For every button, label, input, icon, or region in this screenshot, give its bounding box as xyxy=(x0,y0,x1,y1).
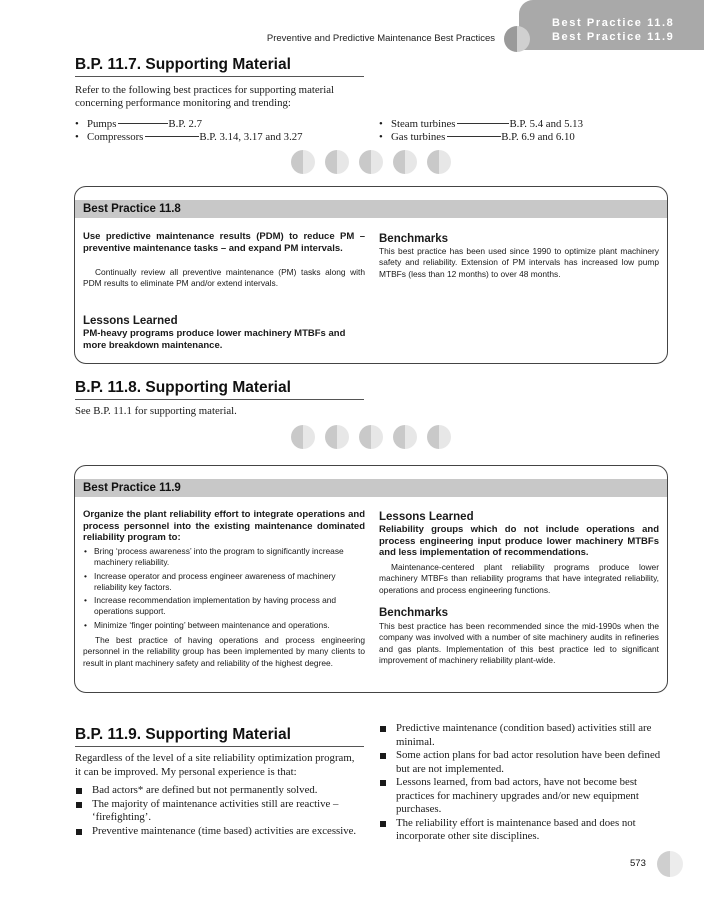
disc-icon xyxy=(393,425,417,449)
lessons-heading: Lessons Learned xyxy=(379,511,474,523)
disc-icon xyxy=(359,425,383,449)
page-number: 573 xyxy=(630,858,646,869)
section1-intro-line2: concerning performance monitoring and trending: xyxy=(75,97,291,109)
list-item: • Bring ‘process awareness’ into the program to significantly increase machinery reliability. xyxy=(83,546,365,569)
practice-statement: Organize the plant reliability effort to integrate operations and process personnel into the existing maintenance dominated reliability program to: xyxy=(83,509,365,544)
corner-disc-icon xyxy=(657,851,683,877)
tab-line-1: Best Practice 11.8 xyxy=(552,17,675,29)
disc-icon xyxy=(393,150,417,174)
best-practice-11-9-box xyxy=(74,465,668,693)
list-item: • Increase operator and process engineer awareness of machinery reliability key factors. xyxy=(83,571,365,594)
section3-bullets-right xyxy=(379,722,671,844)
benchmarks-text: This best practice has been recommended since the mid-1990s when the company was involved with a number of site machinery audits in refineries and gas plants. Implementation of this best practice led to significant improvement of machinery reliability plant-wide. xyxy=(379,621,659,665)
list-item: The reliability effort is maintenance based and does not incorporate other site disciplines. xyxy=(379,817,671,844)
section3-bullets-left xyxy=(75,784,367,838)
lessons-bold-text: Reliability groups which do not include operations and process engineering input produce lower machinery MTBFs and less implementation of recommendations. xyxy=(379,524,659,559)
benchmarks-text: This best practice has been used since 1990 to optimize plant machinery safety and reliability. Extension of PM intervals has increased low pump MTBFs (less than 12 months) to over 48 months. xyxy=(379,246,659,279)
list-item: • Increase recommendation implementation by having process and operations support. xyxy=(83,595,365,618)
box-title: Best Practice 11.9 xyxy=(75,479,667,497)
disc-icon xyxy=(359,150,383,174)
section-heading-11-9: B.P. 11.9. Supporting Material xyxy=(75,726,364,747)
benchmarks-heading: Benchmarks xyxy=(379,607,449,619)
section3-intro-line1: Regardless of the level of a site reliability optimization program, xyxy=(75,752,355,764)
list-item: Some action plans for bad actor resolution have been defined but are not implemented. xyxy=(379,749,671,776)
ref-item: • Pumps B.P. 2.7 xyxy=(75,118,203,130)
lessons-text: PM-heavy programs produce lower machinery MTBFs and more breakdown maintenance. xyxy=(83,328,346,351)
disc-icon xyxy=(291,425,315,449)
disc-icon xyxy=(291,150,315,174)
disc-icon xyxy=(427,425,451,449)
list-item: The majority of maintenance activities still are reactive – ‘firefighting’. xyxy=(75,798,367,825)
ref-item: • Gas turbines B.P. 6.9 and 6.10 xyxy=(379,131,575,143)
tab-line-2: Best Practice 11.9 xyxy=(552,31,675,43)
practice-statement: Use predictive maintenance results (PDM) to reduce PM – preventive maintenance tasks – and expand PM intervals. xyxy=(83,231,365,254)
disc-icon xyxy=(325,150,349,174)
section1-intro-line1: Refer to the following best practices for supporting material xyxy=(75,84,335,96)
ref-item: • Steam turbines B.P. 5.4 and 5.13 xyxy=(379,118,583,130)
section-heading-11-7: B.P. 11.7. Supporting Material xyxy=(75,56,364,77)
disc-icon xyxy=(427,150,451,174)
list-item: Preventive maintenance (time based) activities are excessive. xyxy=(75,825,367,839)
box-title: Best Practice 11.8 xyxy=(75,200,667,218)
best-practice-11-8-box xyxy=(74,186,668,364)
running-header-title: Preventive and Predictive Maintenance Best Practices xyxy=(266,33,495,44)
lessons-heading: Lessons Learned xyxy=(83,315,178,327)
section3-intro-line2: it can be improved. My personal experience is that: xyxy=(75,766,297,778)
disc-icon xyxy=(325,425,349,449)
header-disc-icon xyxy=(504,26,530,52)
section-heading-11-8: B.P. 11.8. Supporting Material xyxy=(75,379,364,400)
practice-body: Continually review all preventive maintenance (PM) tasks along with PDM results to eliminate PM and/or extend intervals. xyxy=(83,267,365,289)
practice-closing: The best practice of having operations and process engineering personnel in the reliability group has been implemented by many clients to result in plant machinery safety and reliability of the highest degree. xyxy=(83,635,365,668)
ref-item: • Compressors B.P. 3.14, 3.17 and 3.27 xyxy=(75,131,303,143)
list-item: Bad actors* are defined but not permanently solved. xyxy=(75,784,367,798)
list-item: Predictive maintenance (condition based) activities still are minimal. xyxy=(379,722,671,749)
list-item: • Minimize ‘finger pointing’ between maintenance and operations. xyxy=(83,620,365,631)
benchmarks-heading: Benchmarks xyxy=(379,233,449,245)
section2-text: See B.P. 11.1 for supporting material. xyxy=(75,405,237,417)
list-item: Lessons learned, from bad actors, have not become best practices for machinery upgrades and/or new equipment purchases. xyxy=(379,776,671,817)
lessons-text: Maintenance-centered plant reliability programs produce lower machinery MTBFs than reliability programs that have integrated reliability, operations and process engineering functions. xyxy=(379,562,659,595)
chapter-tab xyxy=(519,0,704,50)
practice-bullet-list xyxy=(83,546,365,631)
